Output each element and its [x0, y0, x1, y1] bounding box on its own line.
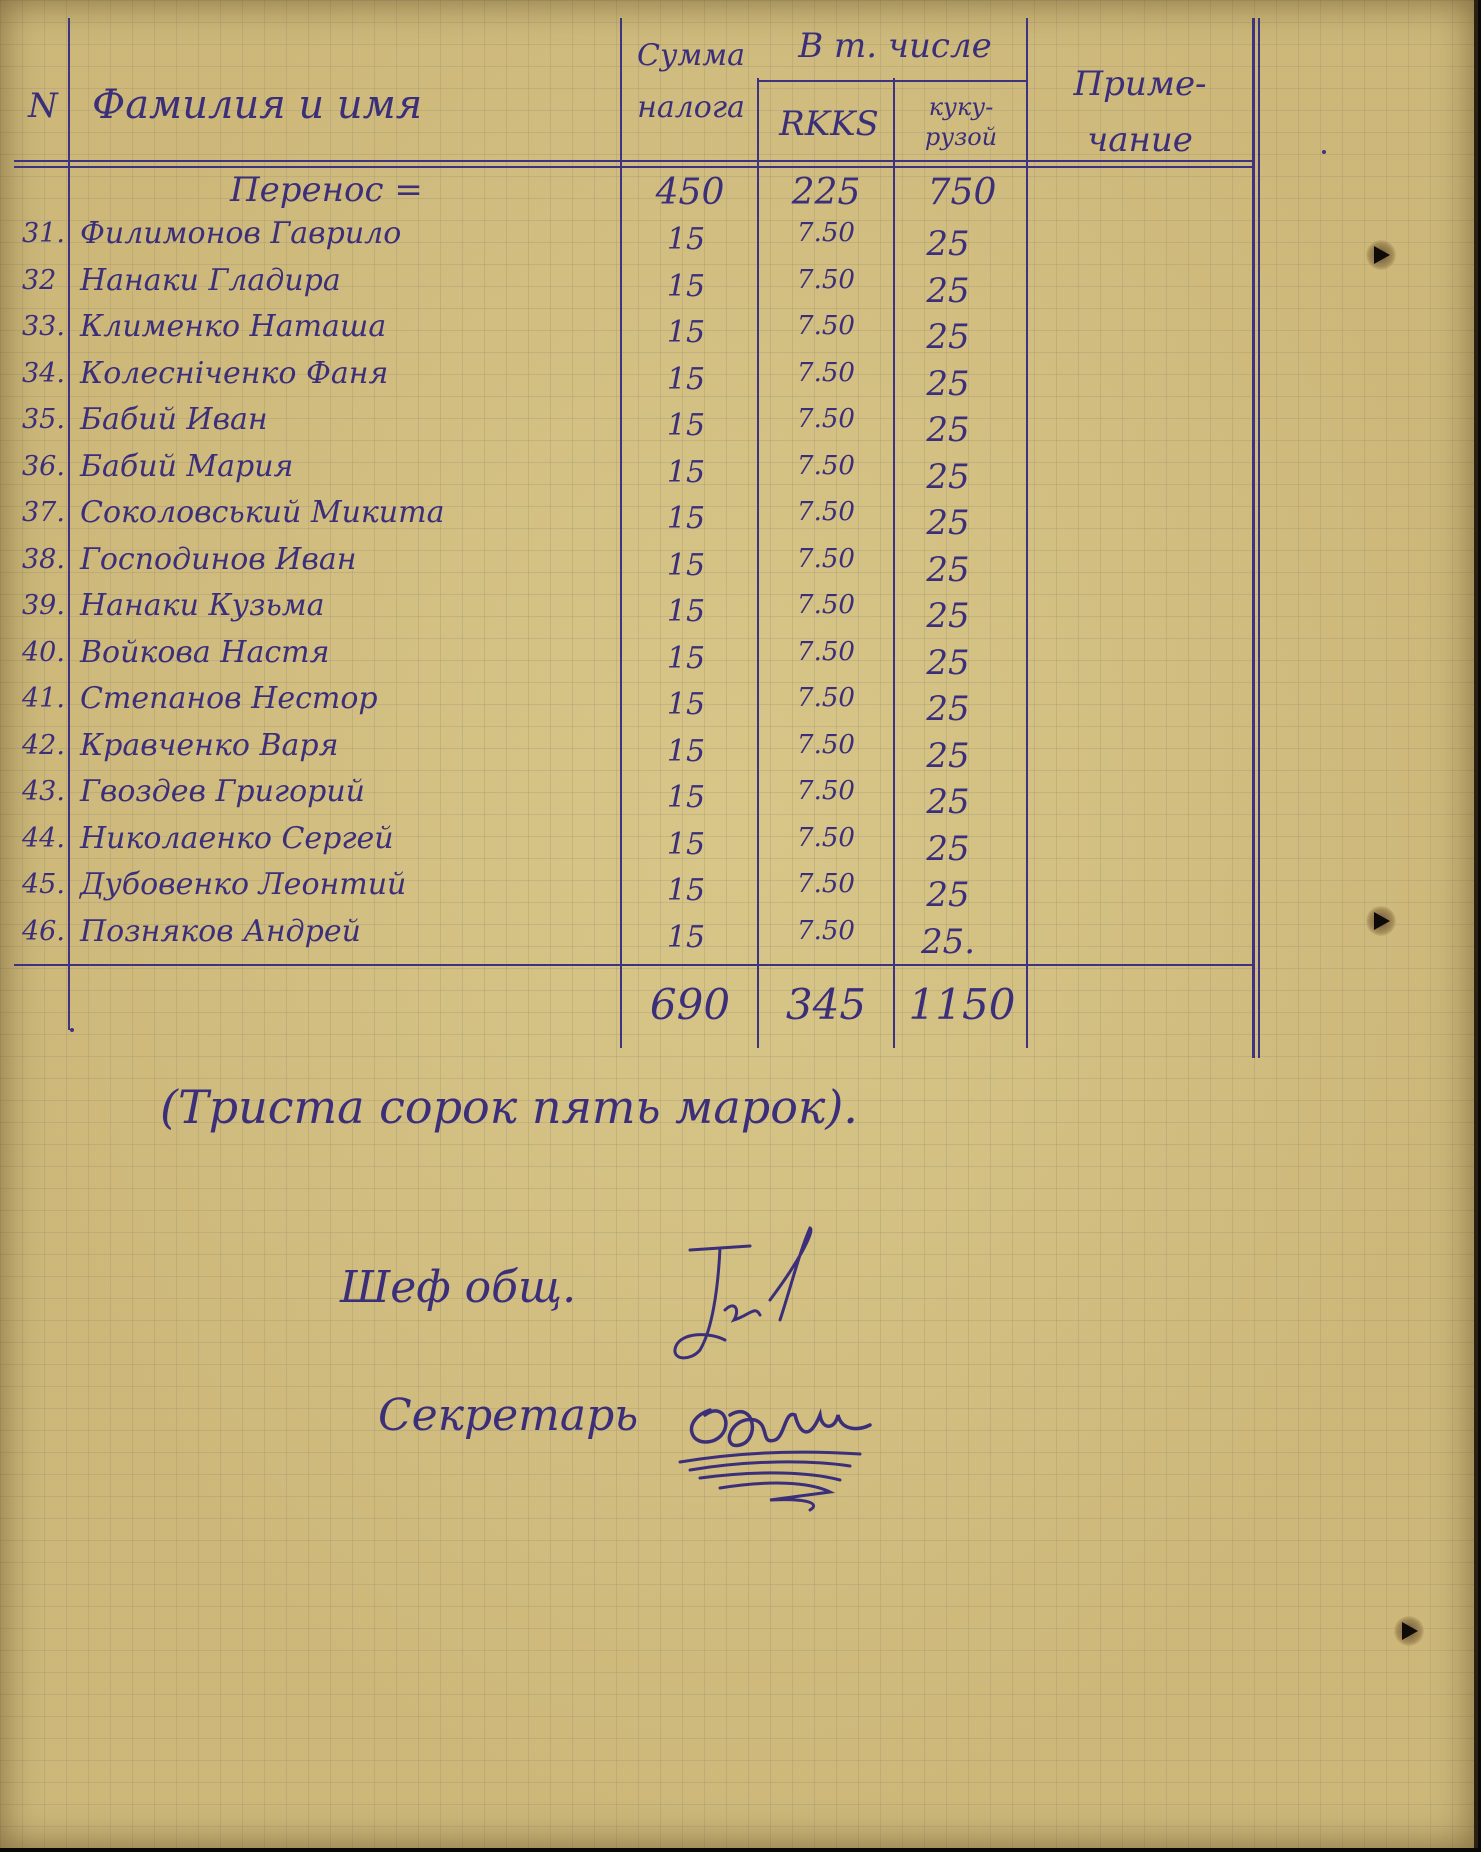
row-number: 39.: [22, 590, 65, 621]
row-number: 35.: [22, 404, 65, 435]
row-sum: 15: [666, 734, 706, 769]
row-sum: 15: [666, 315, 706, 350]
header-corn: куку-рузой: [924, 93, 998, 151]
row-name: Господинов Иван: [80, 542, 357, 577]
row-number: 44.: [22, 823, 65, 854]
total-rkks: 345: [785, 980, 867, 1029]
column-divider-rkks: [757, 78, 759, 1048]
row-name: Войкова Настя: [80, 635, 330, 670]
row-rkks: 7.50: [797, 218, 855, 248]
row-name: Гвоздев Григорий: [80, 774, 365, 809]
row-name: Бабий Иван: [80, 402, 268, 437]
row-corn: 25: [926, 643, 970, 683]
margin-mark: [1322, 150, 1326, 154]
secretary-label: Секретарь: [378, 1390, 639, 1441]
chief-signature: [630, 1220, 870, 1370]
row-number: 37.: [22, 497, 65, 528]
row-rkks: 7.50: [797, 637, 855, 667]
amount-in-words: (Триста сорок пять марок).: [160, 1080, 858, 1134]
row-name: Клименко Наташа: [80, 309, 387, 344]
row-sum: 15: [666, 687, 706, 722]
row-rkks: 7.50: [797, 683, 855, 713]
row-corn: 25: [926, 410, 970, 450]
row-name: Бабий Мария: [80, 449, 294, 484]
row-rkks: 7.50: [797, 776, 855, 806]
column-divider-remarks: [1026, 18, 1028, 1048]
row-sum: 15: [666, 548, 706, 583]
row-sum: 15: [666, 641, 706, 676]
row-number: 40.: [22, 637, 65, 668]
row-number: 31.: [22, 218, 65, 249]
table-left-border: [68, 18, 70, 1030]
row-corn: 25: [926, 736, 970, 776]
header-remarks: Приме-чание: [1073, 64, 1207, 160]
row-number: 32: [22, 265, 57, 296]
column-divider-sum: [620, 18, 622, 1048]
row-number: 33.: [22, 311, 65, 342]
row-rkks: 7.50: [797, 823, 855, 853]
row-sum: 15: [666, 780, 706, 815]
row-name: Филимонов Гаврило: [80, 216, 402, 251]
row-sum: 15: [666, 222, 706, 257]
row-rkks: 7.50: [797, 311, 855, 341]
row-corn: 25: [926, 317, 970, 357]
row-corn: 25: [926, 364, 970, 404]
total-corn: 1150: [908, 980, 1016, 1029]
row-number: 38.: [22, 544, 65, 575]
row-sum: 15: [666, 455, 706, 490]
row-rkks: 7.50: [797, 265, 855, 295]
row-corn: 25: [926, 457, 970, 497]
carry-sum: 450: [655, 172, 725, 213]
total-sum: 690: [649, 980, 731, 1029]
row-sum: 15: [666, 269, 706, 304]
row-rkks: 7.50: [797, 451, 855, 481]
row-rkks: 7.50: [797, 358, 855, 388]
row-sum: 15: [666, 501, 706, 536]
table-right-border: [1252, 18, 1255, 1058]
punch-hole-bottom: [1394, 1616, 1424, 1646]
row-sum: 15: [666, 594, 706, 629]
row-sum: 15: [666, 362, 706, 397]
carry-corn: 750: [927, 172, 997, 213]
row-name: Соколовський Микита: [80, 495, 445, 530]
row-number: 42.: [22, 730, 65, 761]
header-tax-sum: Сумма налога: [637, 38, 745, 125]
row-number: 36.: [22, 451, 65, 482]
header-name: Фамилия и имя: [92, 82, 423, 128]
row-rkks: 7.50: [797, 590, 855, 620]
table-right-border-2: [1258, 18, 1260, 1058]
punch-hole-middle: [1366, 906, 1396, 936]
row-name: Нанаки Гладира: [80, 263, 341, 298]
row-rkks: 7.50: [797, 869, 855, 899]
row-number: 45.: [22, 869, 65, 900]
column-divider-corn: [893, 78, 895, 1048]
row-corn: 25.: [920, 922, 976, 962]
row-corn: 25: [926, 829, 970, 869]
row-rkks: 7.50: [797, 916, 855, 946]
row-sum: 15: [666, 920, 706, 955]
row-name: Кравченко Варя: [80, 728, 339, 763]
row-name: Нанаки Кузьма: [80, 588, 325, 623]
row-name: Позняков Андрей: [80, 914, 361, 949]
row-rkks: 7.50: [797, 730, 855, 760]
row-number: 43.: [22, 776, 65, 807]
row-rkks: 7.50: [797, 544, 855, 574]
row-name: Колесніченко Фаня: [80, 356, 389, 391]
header-rkks: RKKS: [779, 104, 879, 144]
row-number: 41.: [22, 683, 65, 714]
table-body-bottom-line: [14, 964, 1254, 966]
row-corn: 25: [926, 224, 970, 264]
row-rkks: 7.50: [797, 404, 855, 434]
row-corn: 25: [926, 550, 970, 590]
header-including: В т. числе: [798, 26, 992, 66]
row-name: Степанов Нестор: [80, 681, 378, 716]
row-rkks: 7.50: [797, 497, 855, 527]
row-name: Николаенко Сергей: [80, 821, 394, 856]
row-corn: 25: [926, 875, 970, 915]
row-corn: 25: [926, 596, 970, 636]
row-number: 34.: [22, 358, 65, 389]
row-number: 46.: [22, 916, 65, 947]
row-sum: 15: [666, 408, 706, 443]
total-dot: [70, 1028, 74, 1032]
row-sum: 15: [666, 873, 706, 908]
row-corn: 25: [926, 503, 970, 543]
row-corn: 25: [926, 271, 970, 311]
row-name: Дубовенко Леонтий: [80, 867, 407, 902]
including-subheader-line: [757, 80, 1027, 82]
punch-hole-top: [1366, 240, 1396, 270]
row-corn: 25: [926, 689, 970, 729]
secretary-signature: [660, 1370, 920, 1520]
chief-label: Шеф общ.: [340, 1262, 577, 1313]
row-corn: 25: [926, 782, 970, 822]
header-number: N: [28, 86, 58, 126]
carry-label: Перенос =: [230, 170, 423, 210]
carry-rkks: 225: [791, 172, 861, 213]
row-sum: 15: [666, 827, 706, 862]
